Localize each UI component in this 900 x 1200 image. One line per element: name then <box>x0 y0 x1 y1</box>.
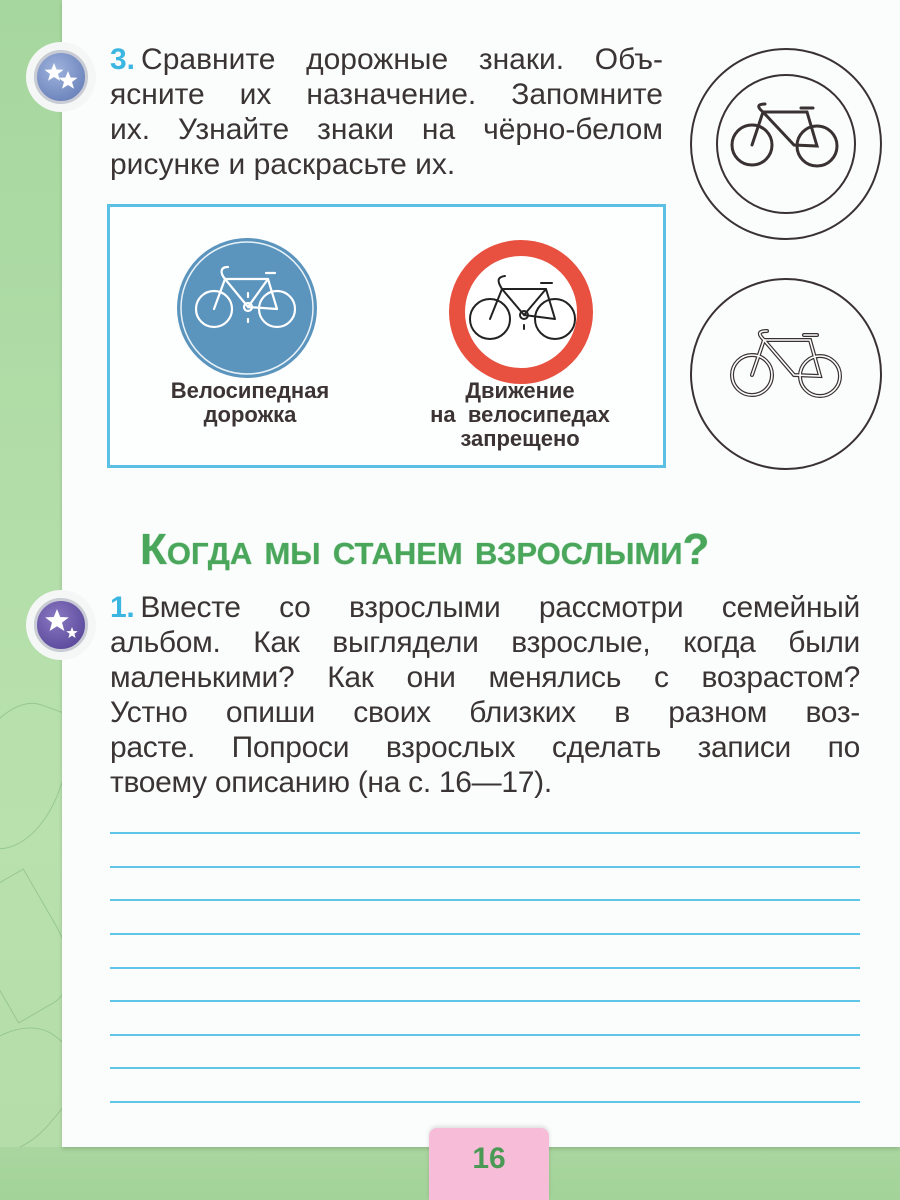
task-3-number: 3. <box>110 43 136 76</box>
task-3-line: рисунке и раскрасьте их. <box>110 148 456 181</box>
writing-line[interactable] <box>110 1034 860 1036</box>
task-1-line: Устно опиши своих близких в разном воз- <box>110 696 860 729</box>
writing-line[interactable] <box>110 967 860 969</box>
bicycle-sign-outline-single-circle-icon[interactable] <box>689 277 883 471</box>
caption-line: запрещено <box>460 426 580 451</box>
page-number-tab <box>429 1128 549 1200</box>
task-1-line: Вместе со взрослыми рассмотри семейный <box>140 591 860 624</box>
task-3-line: ясните их назначение. Запомните <box>110 78 663 111</box>
writing-line[interactable] <box>110 1000 860 1002</box>
stars-icon <box>34 50 88 104</box>
writing-line[interactable] <box>110 866 860 868</box>
writing-line[interactable] <box>110 1101 860 1103</box>
caption-line: на велосипедах <box>430 402 610 427</box>
writing-line[interactable] <box>110 899 860 901</box>
task-1-line: расте. Попроси взрослых сделать записи по <box>110 731 860 764</box>
no-bicycles-sign-icon <box>448 239 594 385</box>
star-icon <box>34 598 88 652</box>
bicycle-path-caption <box>130 379 370 427</box>
task-1-line: альбом. Как выглядели взрослые, когда были <box>110 626 860 659</box>
page-number: 16 <box>472 1142 506 1175</box>
writing-line[interactable] <box>110 933 860 935</box>
bicycle-sign-outline-double-circle-icon[interactable] <box>689 47 883 241</box>
bicycle-path-sign-icon <box>176 237 318 379</box>
task-3-text <box>110 42 663 182</box>
writing-line[interactable] <box>110 832 860 834</box>
task-3-line: их. Узнайте знаки на чёрно-белом <box>110 113 663 146</box>
caption-line: Движение <box>465 378 575 403</box>
no-bicycles-caption <box>400 379 640 451</box>
task-1-line: твоему описанию (на с. 16—17). <box>110 766 552 799</box>
task-1-number: 1. <box>110 591 135 624</box>
caption-line: Велосипедная <box>170 378 330 403</box>
section-title: Когда мы станем взрослыми? <box>140 525 710 574</box>
road-signs-panel <box>107 204 666 468</box>
task-1-text <box>110 590 860 800</box>
writing-line[interactable] <box>110 1067 860 1069</box>
caption-line: дорожка <box>203 402 297 427</box>
task-1-line: маленькими? Как они менялись с возрастом? <box>110 661 860 694</box>
task-3-line: Сравните дорожные знаки. Объ- <box>141 43 663 76</box>
